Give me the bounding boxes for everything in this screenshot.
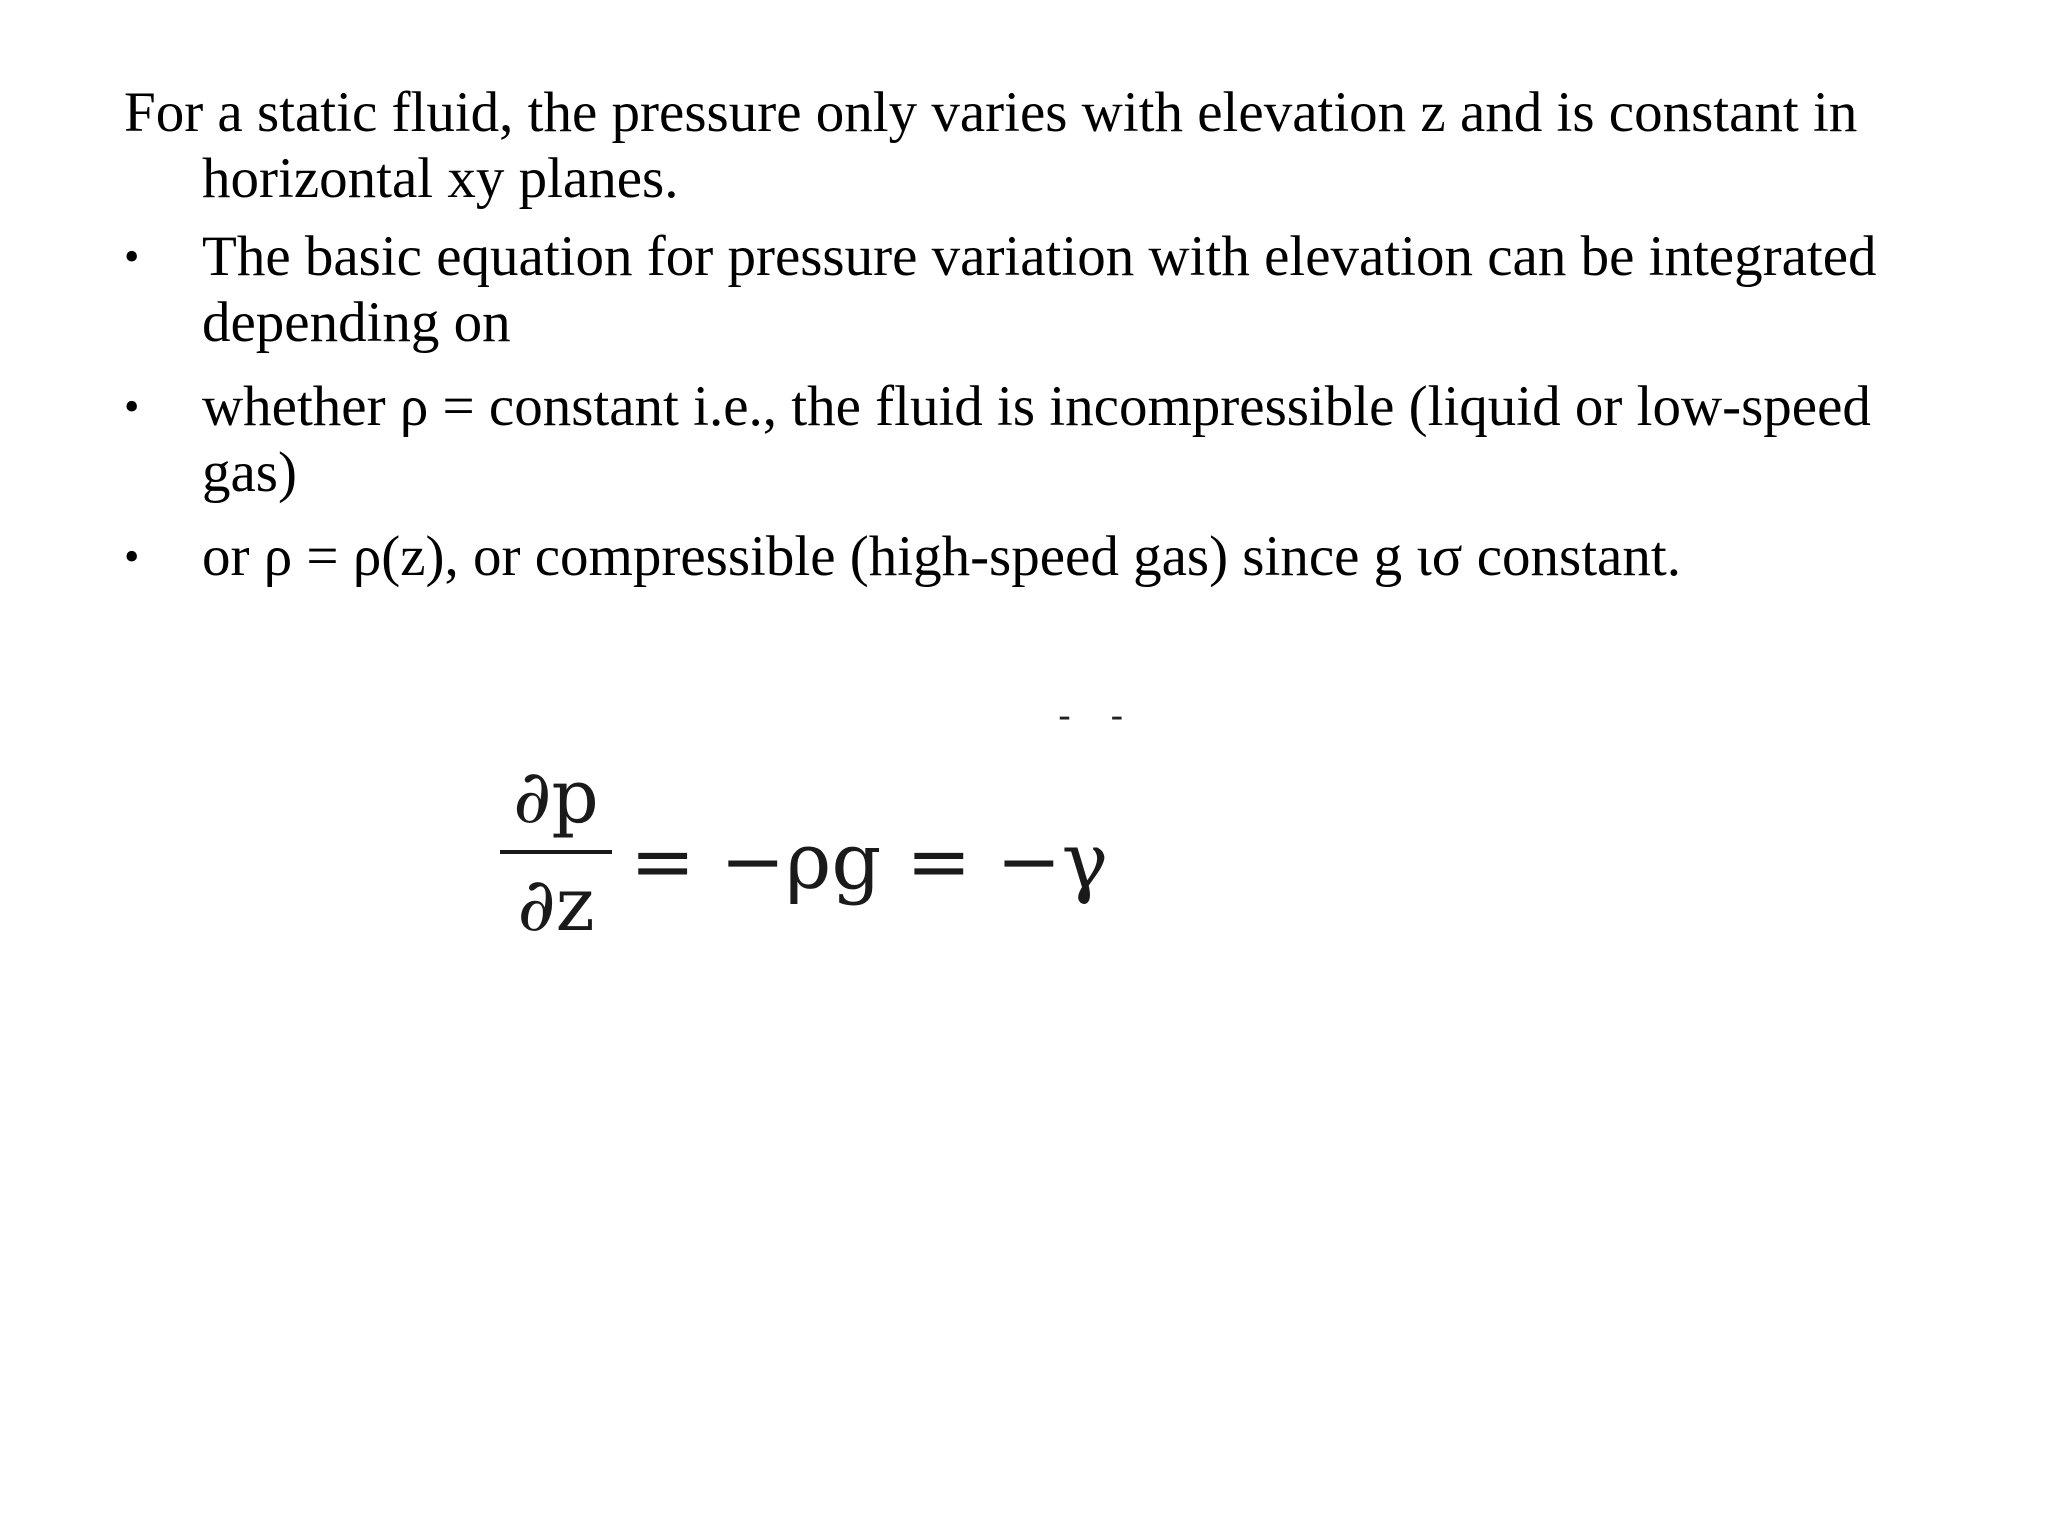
stray-dash-mark: - - <box>1058 696 1138 737</box>
bullet-text <box>202 374 1871 506</box>
hydrostatic-equation <box>500 752 1120 982</box>
intro-paragraph <box>124 80 1857 212</box>
bullet-marker: • <box>124 232 140 281</box>
fraction-numerator: ∂p <box>513 754 599 840</box>
intro-line-1: For a static fluid, the pressure only varies with elevation z and is constant in <box>124 81 1858 144</box>
bullet-text <box>202 524 1681 590</box>
equation-right-side: = −ρg = −γ <box>630 817 1109 907</box>
bullet-line: gas) <box>202 441 297 504</box>
partial-derivative-fraction <box>500 752 612 950</box>
bullet-line: whether ρ = constant i.e., the fluid is incompressible (liquid or low-speed <box>202 375 1871 438</box>
fraction-denominator: ∂z <box>517 862 595 948</box>
bullet-line: depending on <box>202 291 511 354</box>
intro-line-2: horizontal xy planes. <box>202 147 679 210</box>
bullet-text <box>202 224 1877 356</box>
bullet-line: or ρ = ρ(z), or compressible (high-speed gas) since g ισ constant. <box>202 525 1681 588</box>
fraction-bar <box>500 850 612 854</box>
bullet-marker: • <box>124 532 140 581</box>
bullet-line: The basic equation for pressure variation with elevation can be integrated <box>202 225 1877 288</box>
bullet-marker: • <box>124 382 140 431</box>
